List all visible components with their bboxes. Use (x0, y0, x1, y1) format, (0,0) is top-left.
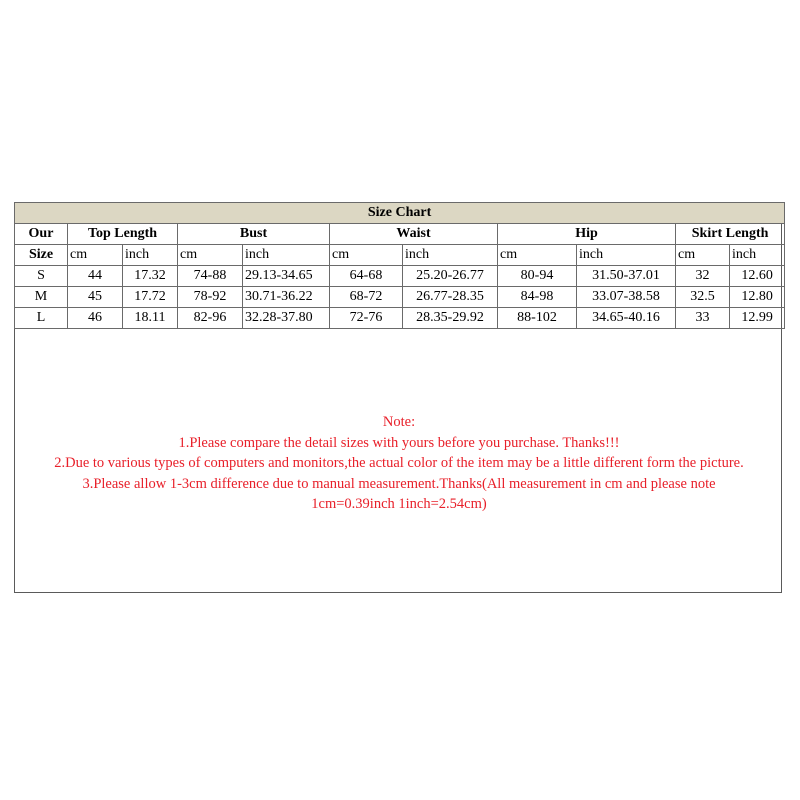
size-cell: M (15, 287, 68, 308)
table-row (15, 287, 785, 308)
value-cell: 12.60 (730, 266, 785, 287)
unit-cm: cm (178, 245, 243, 266)
value-cell: 64-68 (330, 266, 403, 287)
value-cell: 26.77-28.35 (403, 287, 498, 308)
value-cell: 45 (68, 287, 123, 308)
value-cell: 72-76 (330, 308, 403, 329)
value-cell: 82-96 (178, 308, 243, 329)
value-cell: 33.07-38.58 (577, 287, 676, 308)
value-cell: 31.50-37.01 (577, 266, 676, 287)
unit-inch: inch (243, 245, 330, 266)
value-cell: 32.28-37.80 (243, 308, 330, 329)
our-label: Our (15, 224, 68, 245)
group-skirt-length: Skirt Length (676, 224, 785, 245)
note-heading: Note: (382, 414, 416, 430)
value-cell: 32 (676, 266, 730, 287)
group-bust: Bust (178, 224, 330, 245)
value-cell: 25.20-26.77 (403, 266, 498, 287)
value-cell: 12.99 (730, 308, 785, 329)
size-chart-table (14, 202, 785, 329)
note-line-1: 1.Please compare the detail sizes with yours before you purchase. Thanks!!! (178, 434, 620, 451)
value-cell: 17.72 (123, 287, 178, 308)
unit-cm: cm (676, 245, 730, 266)
note-line-3: 3.Please allow 1-3cm difference due to manual measurement.Thanks(All measurement in cm and please note (82, 475, 716, 492)
table-row (15, 266, 785, 287)
value-cell: 29.13-34.65 (243, 266, 330, 287)
value-cell: 33 (676, 308, 730, 329)
value-cell: 34.65-40.16 (577, 308, 676, 329)
unit-inch: inch (730, 245, 785, 266)
value-cell: 84-98 (498, 287, 577, 308)
group-header-row (15, 224, 785, 245)
size-cell: S (15, 266, 68, 287)
unit-cm: cm (68, 245, 123, 266)
value-cell: 80-94 (498, 266, 577, 287)
unit-inch: inch (123, 245, 178, 266)
unit-inch: inch (577, 245, 676, 266)
value-cell: 28.35-29.92 (403, 308, 498, 329)
group-hip: Hip (498, 224, 676, 245)
value-cell: 17.32 (123, 266, 178, 287)
unit-cm: cm (498, 245, 577, 266)
table-title-row (15, 203, 785, 224)
value-cell: 88-102 (498, 308, 577, 329)
unit-inch: inch (403, 245, 498, 266)
unit-cm: cm (330, 245, 403, 266)
note-block (14, 412, 784, 515)
value-cell: 44 (68, 266, 123, 287)
value-cell: 30.71-36.22 (243, 287, 330, 308)
size-cell: L (15, 308, 68, 329)
size-label: Size (15, 245, 68, 266)
group-top-length: Top Length (68, 224, 178, 245)
value-cell: 12.80 (730, 287, 785, 308)
group-waist: Waist (330, 224, 498, 245)
value-cell: 74-88 (178, 266, 243, 287)
value-cell: 46 (68, 308, 123, 329)
table-title: Size Chart (15, 203, 785, 224)
value-cell: 68-72 (330, 287, 403, 308)
value-cell: 78-92 (178, 287, 243, 308)
note-line-4: 1cm=0.39inch 1inch=2.54cm) (311, 496, 487, 512)
value-cell: 18.11 (123, 308, 178, 329)
unit-header-row (15, 245, 785, 266)
table-row (15, 308, 785, 329)
note-line-2: 2.Due to various types of computers and monitors,the actual color of the item may be a little different form the picture. (54, 455, 744, 471)
value-cell: 32.5 (676, 287, 730, 308)
